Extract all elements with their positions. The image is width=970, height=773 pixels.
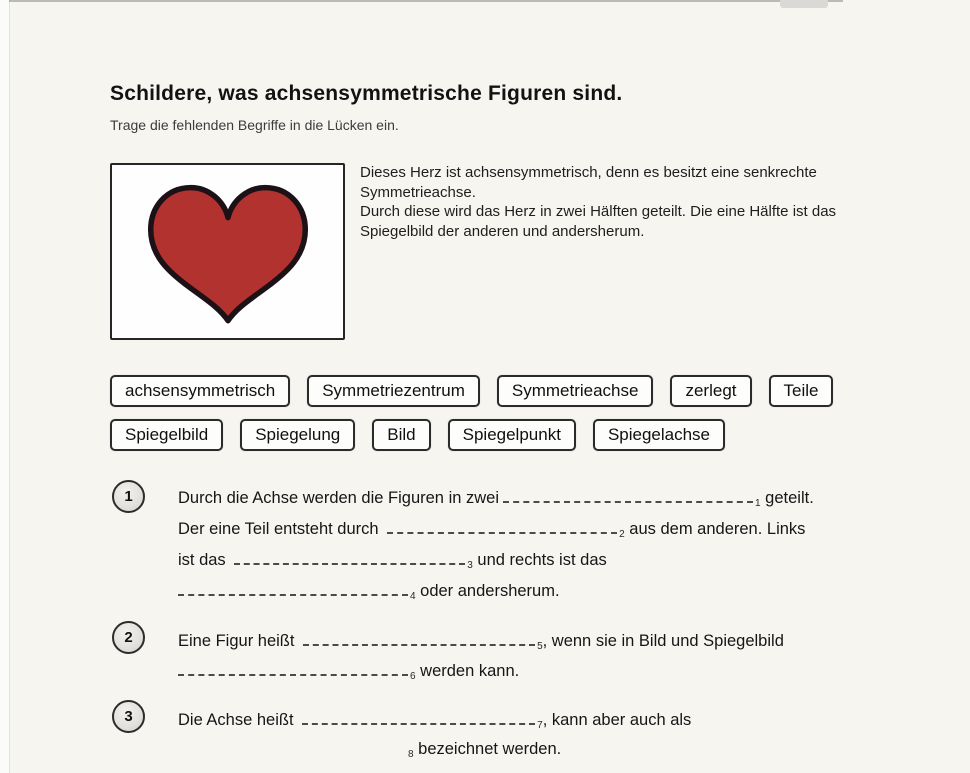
question-1-line-4 [178, 579, 560, 601]
question-text: aus dem anderen. Links [624, 520, 806, 538]
description-line: Spiegelbild der anderen und andersherum. [360, 222, 645, 240]
word-chip-spiegelung[interactable]: Spiegelung [240, 419, 355, 451]
description-line: Durch diese wird das Herz in zwei Hälften geteilt. Die eine Hälfte ist das [360, 203, 837, 220]
fill-blank-3[interactable] [234, 548, 465, 565]
fill-blank-1[interactable] [503, 486, 753, 503]
question-1-line-2 [178, 517, 805, 539]
question-text: ist das [178, 551, 231, 569]
description-line: Symmetrieachse. [360, 183, 476, 201]
question-number: 1 [124, 488, 133, 505]
fill-blank-7[interactable] [302, 708, 535, 725]
word-bank-row-1 [110, 375, 833, 407]
question-number: 2 [124, 629, 133, 646]
blank-number: 5 [537, 641, 543, 652]
question-3-line-2 [178, 739, 561, 759]
screen-left-edge [0, 0, 10, 773]
red-heart-icon [142, 173, 314, 331]
blank-number: 1 [755, 498, 761, 509]
screen-edge-artifact [780, 0, 828, 8]
question-text: geteilt. [760, 489, 814, 507]
word-chip-spiegelbild[interactable]: Spiegelbild [110, 419, 223, 451]
word-chip-symmetrieachse[interactable]: Symmetrieachse [497, 375, 654, 407]
question-1-number-badge [112, 480, 145, 513]
word-chip-spiegelpunkt[interactable]: Spiegelpunkt [448, 419, 576, 451]
question-2-line-2 [178, 659, 519, 681]
question-text: oder andersherum. [415, 582, 560, 600]
heart-image-frame [110, 163, 345, 340]
question-3-number-badge [112, 700, 145, 733]
word-chip-spiegelachse[interactable]: Spiegelachse [593, 419, 725, 451]
word-chip-bild[interactable]: Bild [372, 419, 430, 451]
fill-blank-6[interactable] [178, 659, 408, 676]
screen-top-edge [9, 0, 843, 2]
fill-blank-5[interactable] [303, 629, 535, 646]
question-1-line-1 [178, 486, 814, 508]
word-chip-achsensymmetrisch[interactable]: achsensymmetrisch [110, 375, 290, 407]
question-text: werden kann. [415, 662, 520, 680]
blank-number: 4 [410, 591, 416, 602]
page-instructions: Trage die fehlenden Begriffe in die Lücken ein. [110, 117, 399, 133]
blank-number: 6 [410, 671, 416, 682]
question-text: Eine Figur heißt [178, 632, 300, 650]
word-bank-row-2 [110, 419, 725, 451]
word-chip-zerlegt[interactable]: zerlegt [670, 375, 751, 407]
question-text: Die Achse heißt [178, 711, 299, 729]
question-2-line-1 [178, 629, 784, 651]
question-text: , wenn sie in Bild und Spiegelbild [542, 632, 784, 650]
blank-number: 7 [537, 720, 543, 731]
fill-blank-2[interactable] [387, 517, 617, 534]
word-chip-teile[interactable]: Teile [769, 375, 834, 407]
page-title: Schildere, was achsensymmetrische Figuren sind. [110, 82, 623, 105]
heart-description [360, 163, 900, 241]
question-1-line-3 [178, 548, 607, 570]
blank-number: 2 [619, 529, 625, 540]
question-text: , kann aber auch als [542, 711, 692, 729]
question-text: und rechts ist das [472, 551, 607, 569]
question-text: Durch die Achse werden die Figuren in zwei [178, 489, 500, 507]
question-2-number-badge [112, 621, 145, 654]
word-chip-symmetriezentrum[interactable]: Symmetriezentrum [307, 375, 480, 407]
question-text: bezeichnet werden. [413, 740, 562, 758]
question-text: Der eine Teil entsteht durch [178, 520, 384, 538]
blank-number: 8 [408, 749, 414, 760]
blank-number: 3 [467, 560, 473, 571]
question-3-line-1 [178, 708, 691, 730]
fill-blank-4[interactable] [178, 579, 408, 596]
question-number: 3 [124, 708, 133, 725]
description-line: Dieses Herz ist achsensymmetrisch, denn es besitzt eine senkrechte [360, 164, 817, 181]
